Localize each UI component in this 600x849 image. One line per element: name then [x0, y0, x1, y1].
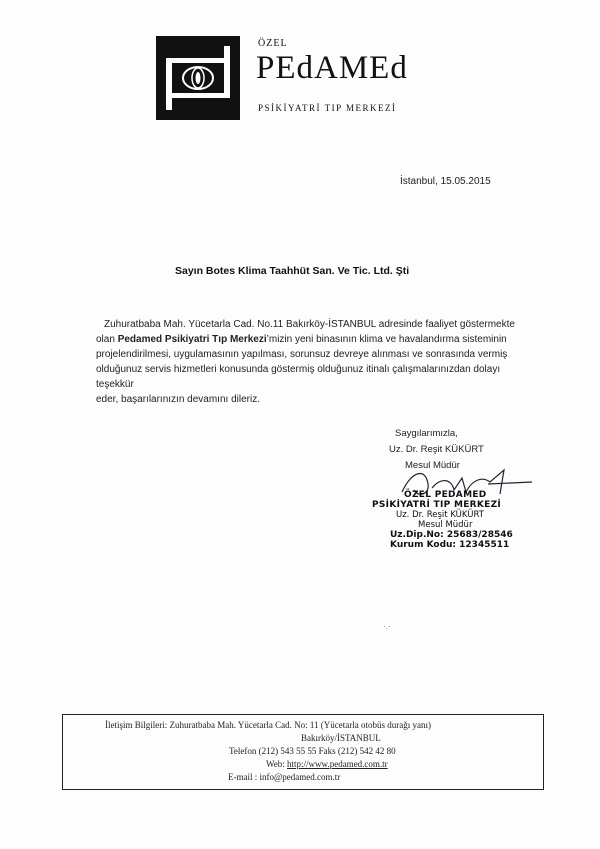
- stamp-line-5: Uz.Dip.No: 25683/28546: [390, 530, 513, 540]
- stamp-line-4: Mesul Müdür: [418, 520, 473, 530]
- pd-monogram-eye-icon: [156, 36, 240, 120]
- contact-info-box: [62, 714, 544, 790]
- closing-text: Saygılarımızla,: [395, 428, 458, 439]
- contact-web: [266, 758, 388, 771]
- stray-mark: ·.·: [383, 622, 391, 631]
- body-line-4: olduğunuz servis hizmetleri konusunda göstermiş olduğunuz itinalı çalışmalarınızdan dolayı teşekkür: [96, 364, 501, 390]
- contact-district: Bakırköy/İSTANBUL: [301, 733, 381, 743]
- logo-subtitle: PSİKİYATRİ TIP MERKEZİ: [258, 103, 397, 113]
- contact-email[interactable]: E-mail : info@pedamed.com.tr: [228, 772, 341, 782]
- contact-address: İletişim Bilgileri: Zuhuratbaba Mah. Yücetarla Cad. No: 11 (Yücetarla otobüs durağı yanı): [105, 720, 431, 730]
- body-line-1: Zuhuratbaba Mah. Yücetarla Cad. No.11 Bakırköy-İSTANBUL adresinde faaliyet göstermekte: [104, 319, 515, 330]
- web-link[interactable]: http://www.pedamed.com.tr: [287, 759, 388, 769]
- logo-brand-name: PEdAMEd: [256, 50, 408, 86]
- official-stamp: [372, 490, 513, 550]
- stamp-line-3: Uz. Dr. Reşit KÜKÜRT: [396, 510, 484, 520]
- body-line-5: eder, başarılarınızın devamını dileriz.: [96, 394, 260, 405]
- body-line-2-bold: Pedamed Psikiyatri Tıp Merkezi: [117, 334, 267, 345]
- body-line-3: projelendirilmesi, uygulamasının yapılması, sorunsuz devreye alınması ve sonrasında vermiş: [96, 349, 508, 360]
- body-line-2-pre: olan: [96, 334, 118, 345]
- body-line-2: [96, 332, 524, 347]
- letter-date: İstanbul, 15.05.2015: [400, 176, 491, 187]
- letter-recipient: Sayın Botes Klima Taahhüt San. Ve Tic. Ltd. Şti: [175, 265, 410, 277]
- body-line-2-post: ’mizin yeni binasının klima ve havalandırma sisteminin: [266, 334, 507, 345]
- web-label: Web:: [266, 759, 288, 769]
- stamp-line-1: ÖZEL PEDAMED: [404, 490, 487, 500]
- contact-phone-fax: Telefon (212) 543 55 55 Faks (212) 542 42 80: [229, 746, 396, 756]
- letter-body: [96, 317, 524, 407]
- stamp-line-2: PSİKİYATRİ TIP MERKEZİ: [372, 500, 502, 510]
- logo-ozel-text: ÖZEL: [258, 38, 288, 49]
- signer-title: Mesul Müdür: [405, 460, 460, 471]
- signer-name: Uz. Dr. Reşit KÜKÜRT: [389, 444, 484, 455]
- stamp-line-6: Kurum Kodu: 12345511: [390, 540, 510, 550]
